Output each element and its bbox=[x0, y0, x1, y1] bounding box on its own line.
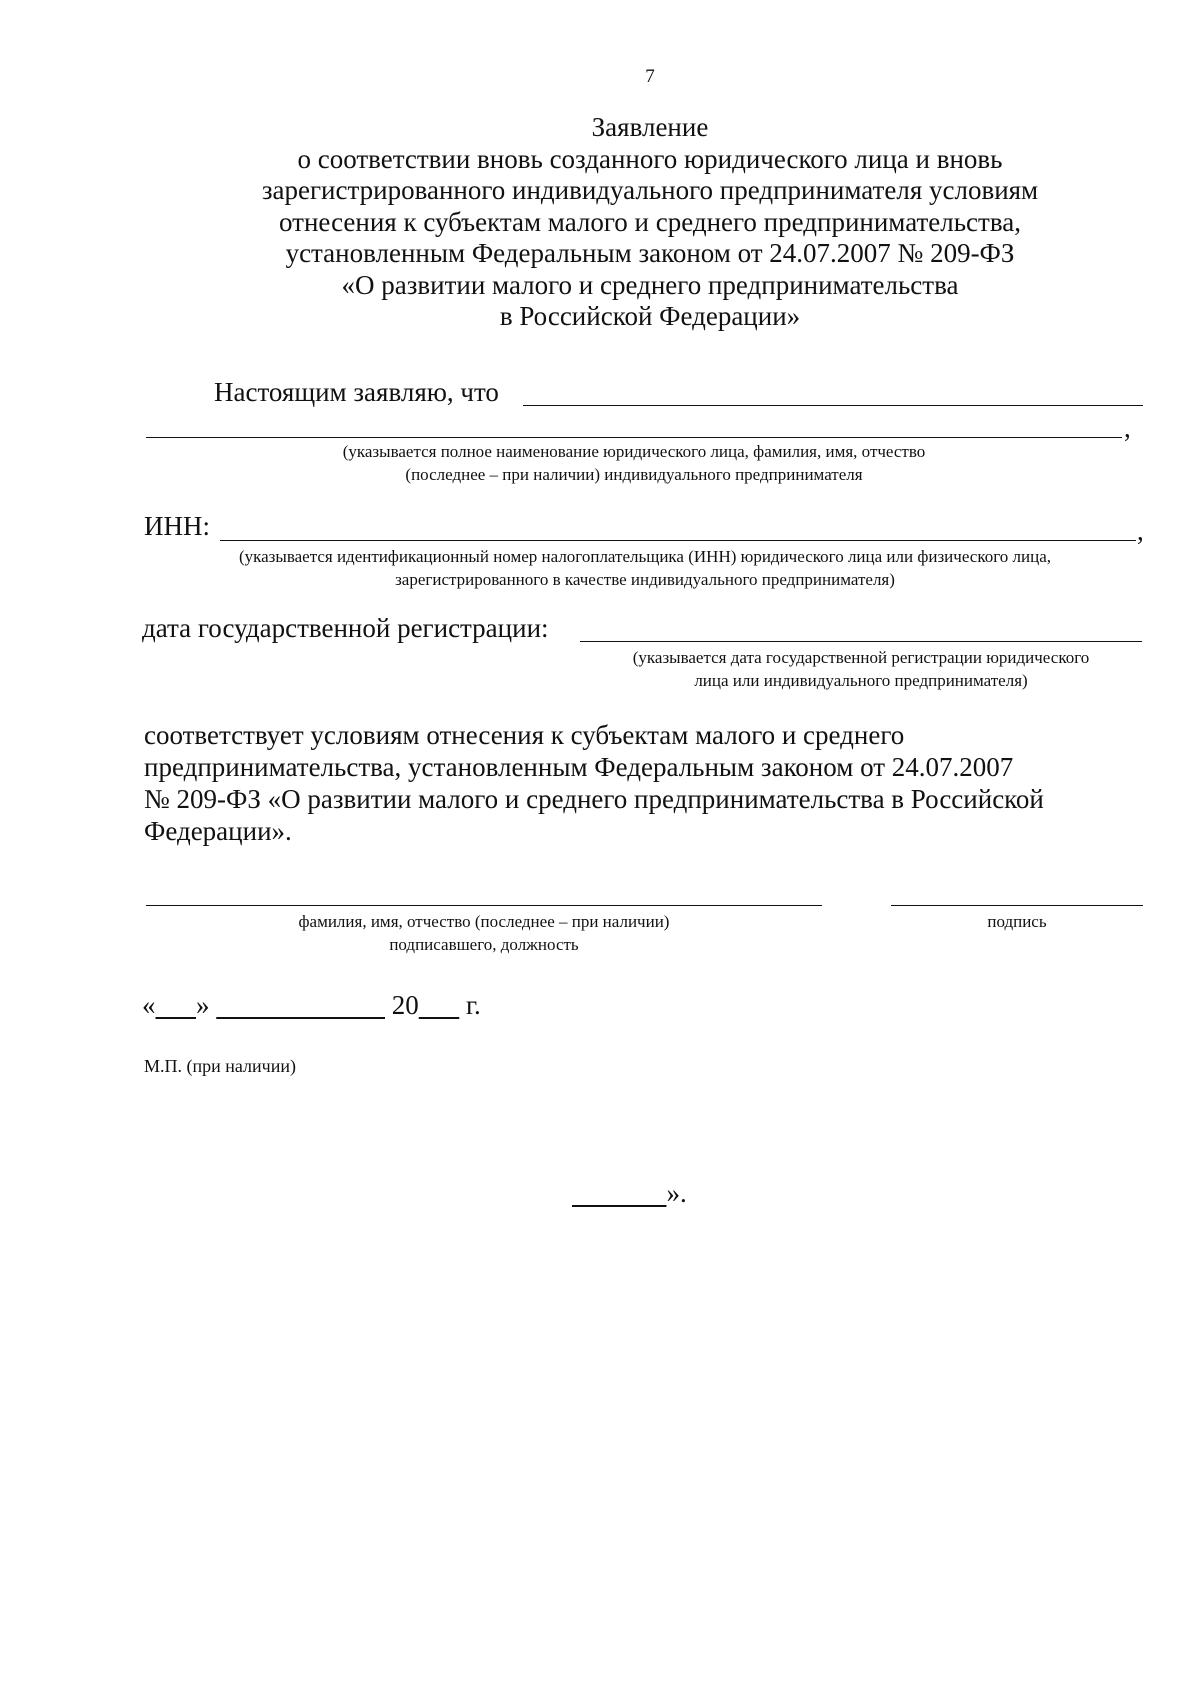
inn-label: ИНН: bbox=[144, 511, 210, 541]
signature-date bbox=[142, 990, 481, 1021]
inn-field[interactable] bbox=[220, 540, 1136, 541]
day-field[interactable] bbox=[156, 990, 197, 1020]
hint-line: (указывается идентификационный номер налогоплательщика (ИНН) юридического лица или физического лица, bbox=[238, 547, 1052, 566]
registration-date-field[interactable] bbox=[580, 641, 1142, 642]
hint-line: (последнее – при наличии) индивидуального предпринимателя bbox=[405, 465, 863, 484]
applicant-name-hint bbox=[146, 440, 1122, 486]
declaration-intro: Настоящим заявляю, что bbox=[214, 377, 499, 407]
signature-hint: подпись bbox=[987, 912, 1047, 931]
title-line: установленным Федеральным законом от 24.07.2007 № 209-ФЗ bbox=[285, 238, 1015, 268]
title-line: в Российской Федерации» bbox=[499, 301, 801, 331]
applicant-name-comma: , bbox=[1124, 413, 1131, 443]
title-line: о соответствии вновь созданного юридического лица и вновь bbox=[297, 143, 1003, 174]
year-prefix: 20 bbox=[391, 990, 419, 1020]
statement-line: Федерации». bbox=[144, 816, 292, 846]
hint-line: зарегистрированного в качестве индивидуального предпринимателя) bbox=[395, 570, 895, 589]
statement-line: предпринимательства, установленным Федеральным законом от 24.07.2007 bbox=[144, 752, 1014, 782]
title-line: отнесения к субъектам малого и среднего предпринимательства, bbox=[279, 206, 1021, 237]
closing-blank bbox=[572, 1178, 667, 1208]
statement-line: № 209-ФЗ «О развитии малого и среднего предпринимательства в Российской bbox=[144, 784, 1044, 814]
document-title bbox=[180, 112, 1120, 333]
month-field[interactable] bbox=[216, 990, 385, 1020]
applicant-name-field-continued[interactable] bbox=[146, 437, 1122, 438]
year-field[interactable] bbox=[419, 990, 460, 1020]
title-line: «О развитии малого и среднего предпринимательства bbox=[341, 269, 959, 300]
hint-line: подписавшего, должность bbox=[389, 935, 579, 954]
date-close-quote: » bbox=[196, 990, 210, 1020]
inn-comma: , bbox=[1137, 516, 1144, 546]
signer-name-field[interactable] bbox=[146, 905, 822, 906]
applicant-name-field[interactable] bbox=[523, 405, 1143, 406]
hint-line: фамилия, имя, отчество (последнее – при наличии) bbox=[298, 912, 670, 931]
statement-line: соответствует условиям отнесения к субъектам малого и среднего bbox=[144, 720, 905, 750]
inn-hint bbox=[150, 545, 1140, 591]
title-line: зарегистрированного индивидуального предпринимателя условиям bbox=[261, 175, 1039, 205]
signer-name-hint bbox=[146, 910, 822, 956]
hint-line: (указывается дата государственной регистрации юридического bbox=[632, 648, 1090, 667]
registration-date-hint bbox=[580, 646, 1142, 692]
date-open-quote: « bbox=[142, 990, 156, 1020]
year-suffix: г. bbox=[466, 990, 481, 1020]
hint-line: (указывается полное наименование юридического лица, фамилия, имя, отчество bbox=[342, 442, 926, 461]
signature-field[interactable] bbox=[891, 905, 1143, 906]
closing-mark bbox=[572, 1178, 687, 1209]
hint-line: лица или индивидуального предпринимателя) bbox=[694, 671, 1028, 690]
closing-quote: ». bbox=[666, 1178, 687, 1208]
page-number: 7 bbox=[645, 66, 655, 87]
registration-date-label: дата государственной регистрации: bbox=[142, 613, 549, 643]
compliance-statement bbox=[144, 719, 1142, 847]
title-line: Заявление bbox=[591, 112, 709, 142]
stamp-note: М.П. (при наличии) bbox=[144, 1056, 296, 1076]
